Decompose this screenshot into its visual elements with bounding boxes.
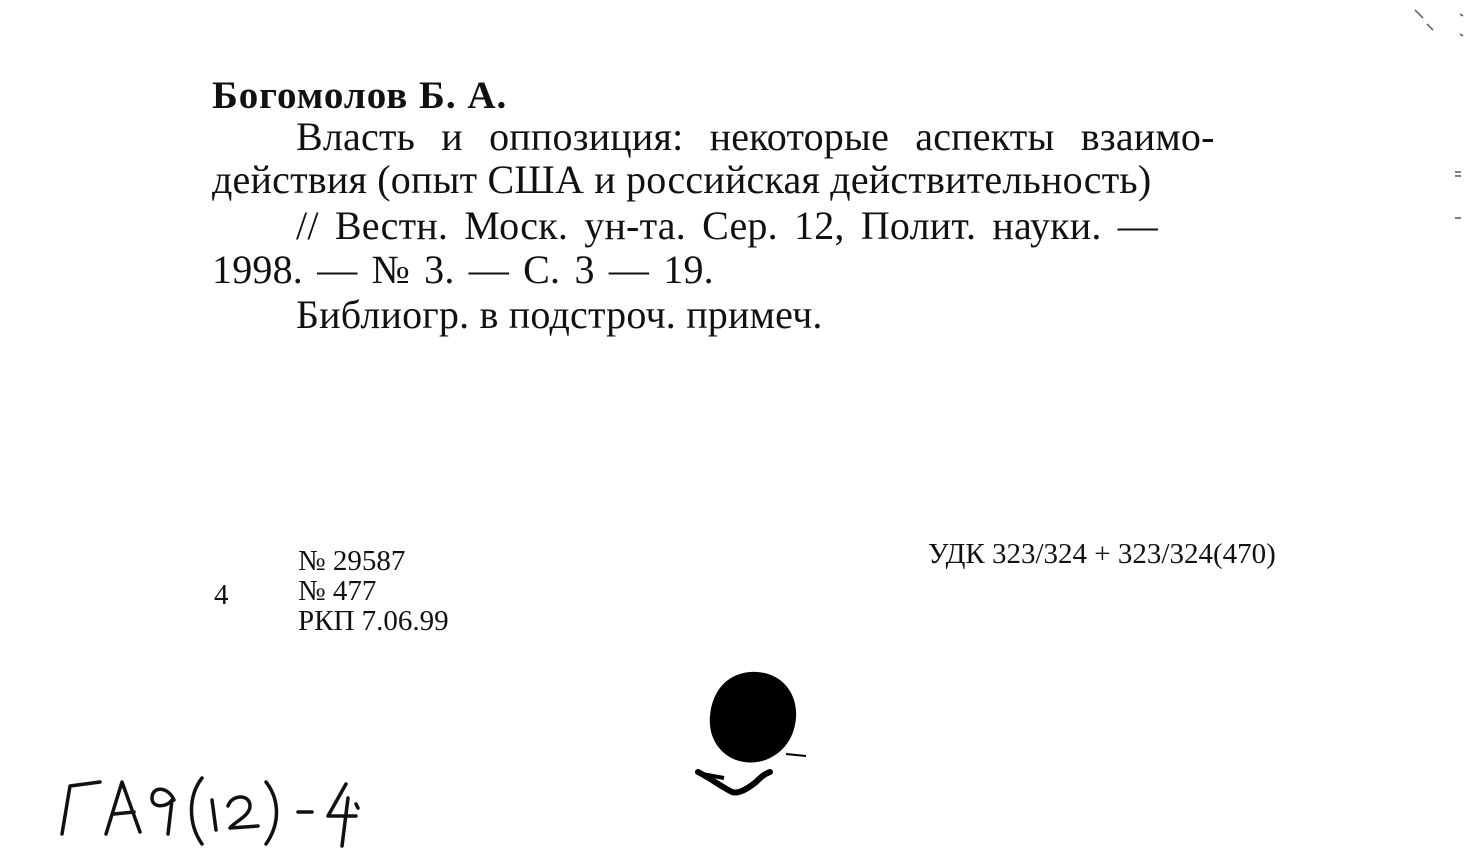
- author-name: Богомолов Б. А.: [212, 74, 508, 117]
- registration-number-2: № 477: [298, 575, 377, 607]
- card-number: 4: [214, 579, 229, 611]
- registration-date: РКП 7.06.99: [298, 605, 449, 637]
- scan-edge-marks: [1405, 0, 1464, 260]
- title-line-1: Власть и оппозиция: некоторые аспекты взаимо-: [296, 114, 1215, 159]
- bibliography-note: Библиогр. в подстроч. примеч.: [296, 292, 823, 337]
- registration-number-1: № 29587: [298, 545, 406, 577]
- handwritten-shelfmark: [52, 760, 412, 850]
- source-line-1: // Вестн. Моск. ун-та. Сер. 12, Полит. науки. —: [296, 203, 1158, 248]
- title-line-2: действия (опыт США и российская действительность): [212, 157, 1152, 202]
- punch-hole: [690, 668, 820, 798]
- source-line-2: 1998. — № 3. — С. 3 — 19.: [212, 247, 714, 292]
- udk-classification: УДК 323/324 + 323/324(470): [928, 538, 1276, 570]
